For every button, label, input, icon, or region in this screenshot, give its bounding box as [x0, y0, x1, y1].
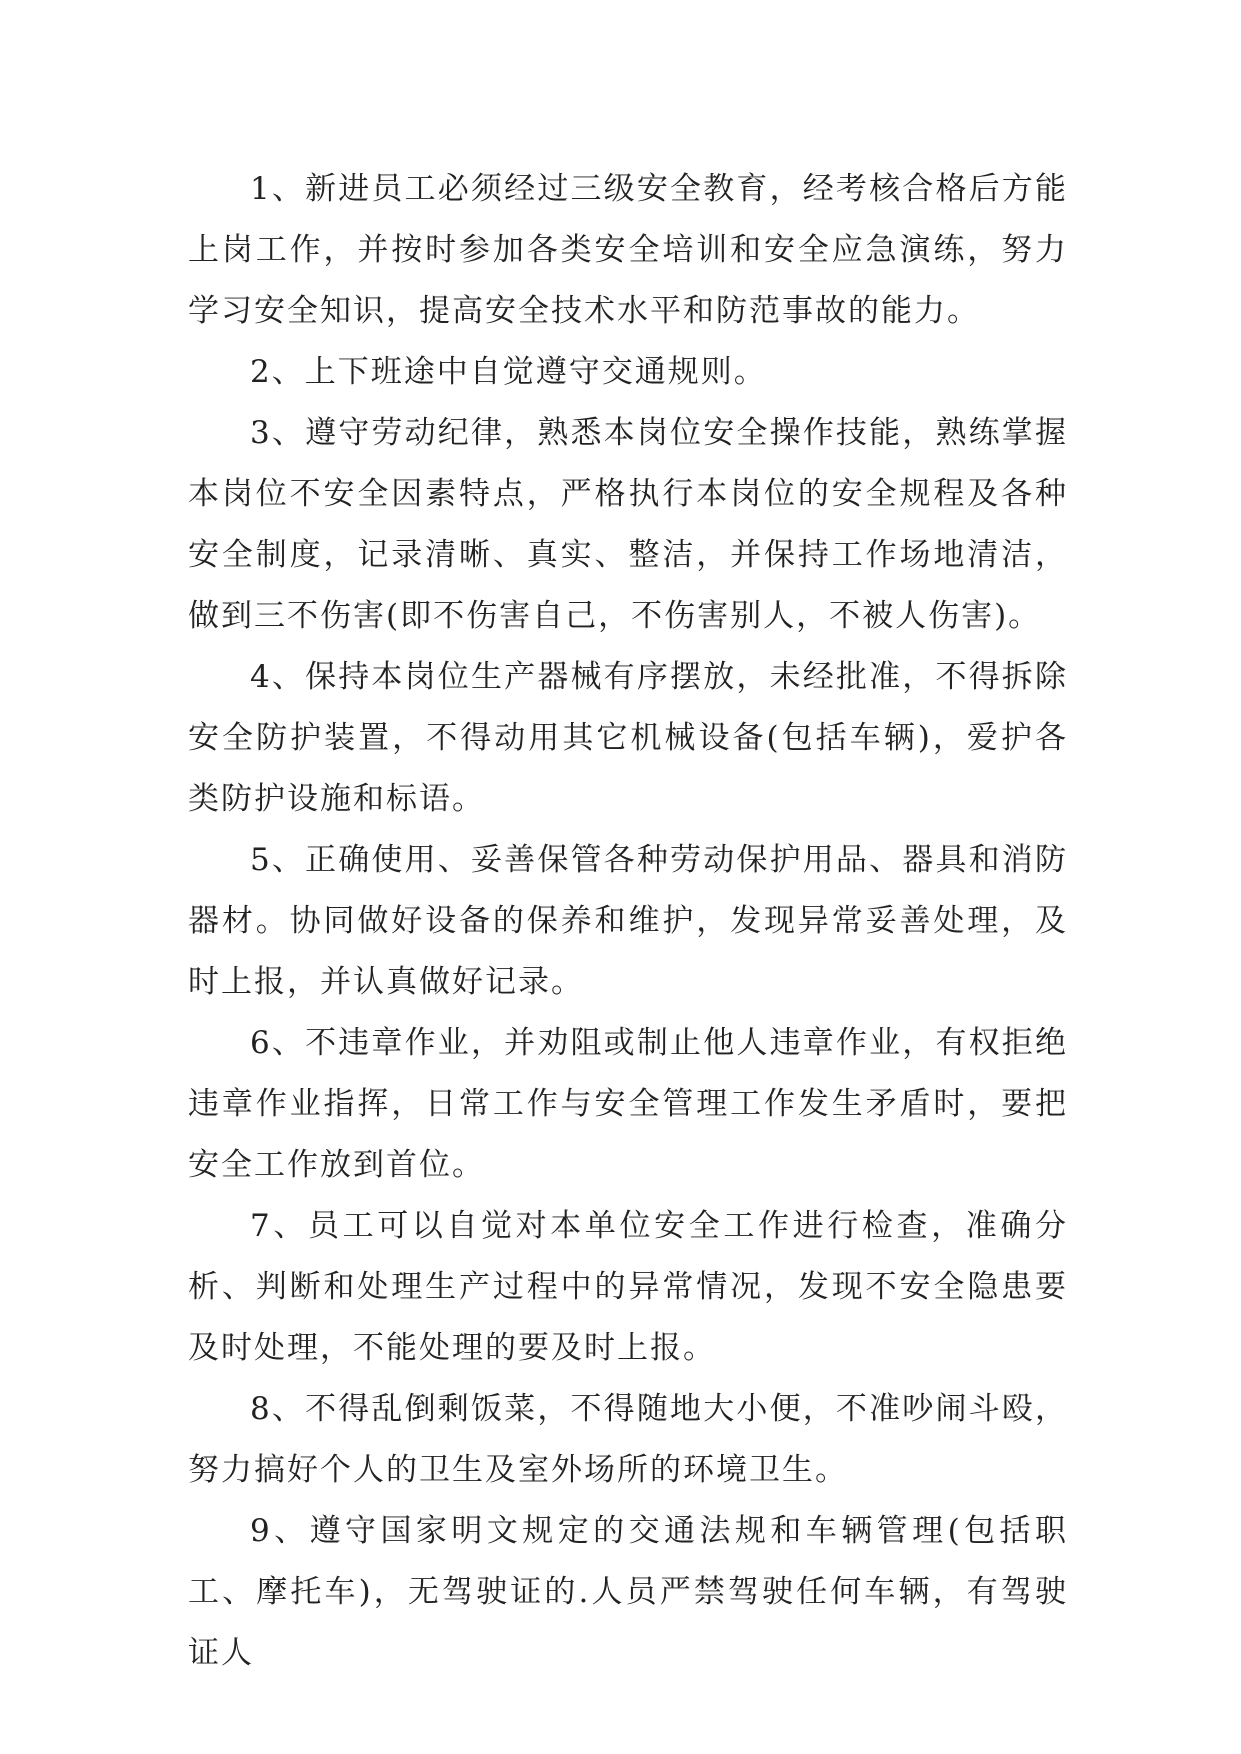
- paragraph-5: 5、正确使用、妥善保管各种劳动保护用品、器具和消防器材。协同做好设备的保养和维护，发现异常妥善处理，及时上报，并认真做好记录。: [188, 842, 1068, 1000]
- paragraph-1: 1、新进员工必须经过三级安全教育，经考核合格后方能上岗工作，并按时参加各类安全培训和安全应急演练，努力学习安全知识，提高安全技术水平和防范事故的能力。: [188, 171, 1068, 329]
- paragraph-3: 3、遵守劳动纪律，熟悉本岗位安全操作技能，熟练掌握本岗位不安全因素特点，严格执行本岗位的安全规程及各种安全制度，记录清晰、真实、整洁，并保持工作场地清洁，做到三不伤害(即不伤害自己，不伤害别人，不被人伤害)。: [188, 415, 1068, 634]
- paragraph-2: 2、上下班途中自觉遵守交通规则。: [250, 354, 767, 390]
- paragraph-4: 4、保持本岗位生产器械有序摆放，未经批准，不得拆除安全防护装置，不得动用其它机械设备(包括车辆)，爱护各类防护设施和标语。: [188, 659, 1068, 817]
- document-body: [188, 159, 1068, 1684]
- paragraph-7: 7、员工可以自觉对本单位安全工作进行检查，准确分析、判断和处理生产过程中的异常情况，发现不安全隐患要及时处理，不能处理的要及时上报。: [188, 1208, 1068, 1366]
- paragraph-6: 6、不违章作业，并劝阻或制止他人违章作业，有权拒绝违章作业指挥，日常工作与安全管理工作发生矛盾时，要把安全工作放到首位。: [188, 1025, 1068, 1183]
- paragraph-9: 9、遵守国家明文规定的交通法规和车辆管理(包括职工、摩托车)，无驾驶证的.人员严禁驾驶任何车辆，有驾驶证人: [188, 1513, 1068, 1671]
- paragraph-8: 8、不得乱倒剩饭菜，不得随地大小便，不准吵闹斗殴，努力搞好个人的卫生及室外场所的环境卫生。: [188, 1391, 1068, 1488]
